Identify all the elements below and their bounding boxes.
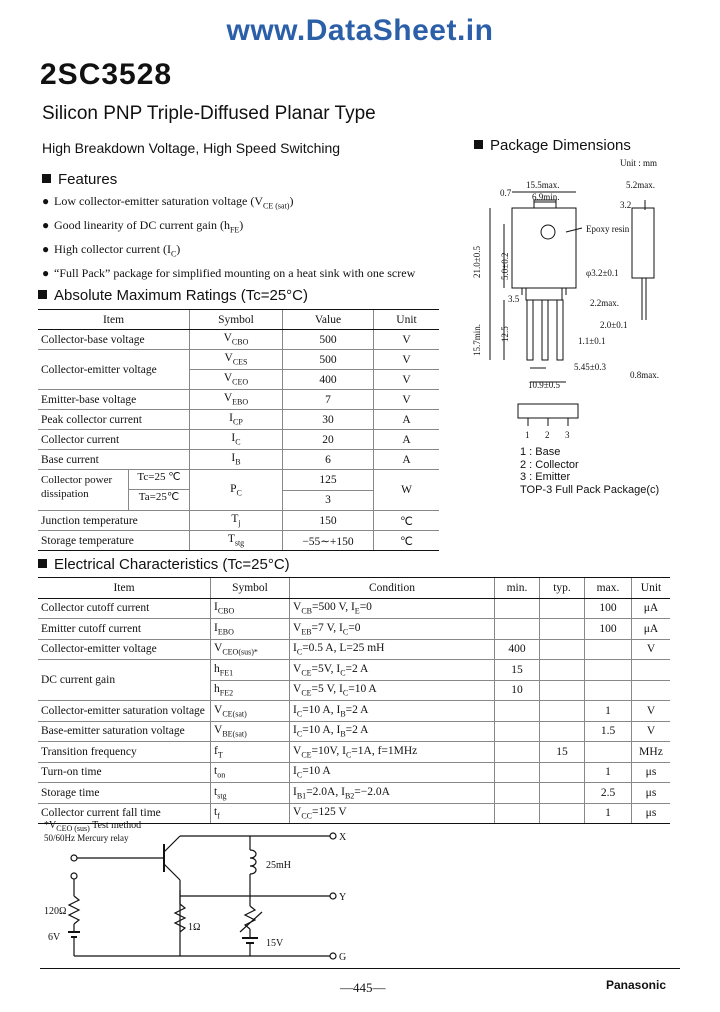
abs-max-table	[38, 309, 439, 551]
dim-15.5: 15.5max.	[526, 180, 560, 190]
feature-item: ● Good linearity of DC current gain $(h_{FE})$	[42, 216, 442, 240]
table-row: $V_{CEO}$ 400 V	[38, 370, 439, 390]
bullet-icon: ●	[42, 194, 50, 208]
dim-3.2: 3.2	[620, 200, 632, 210]
dim-5.0: 5.0±0.2	[500, 252, 510, 280]
package-outline	[490, 192, 654, 426]
test-circuit	[40, 820, 360, 970]
feature-item: ● “Full Pack” package for simplified mounting on a heat sink with one screw	[42, 264, 442, 283]
brand-logo: Panasonic	[606, 978, 667, 992]
bullet-icon: ●	[42, 265, 50, 280]
test-note: $*V_{CEO (sus)}$ Test method	[44, 820, 142, 833]
subtitle: Silicon PNP Triple-Diffused Planar Type	[42, 103, 376, 124]
terminal-y	[330, 893, 336, 899]
part-number: 2SC3528	[40, 58, 173, 91]
square-bullet-icon	[38, 559, 47, 568]
square-bullet-icon	[42, 174, 51, 183]
square-bullet-icon	[474, 140, 483, 149]
features-heading: Features	[42, 171, 117, 188]
table-row: Turn-on time $t_{on}$ $I_C=10$ A 1 μs	[38, 762, 670, 783]
feature-item: ● High collector current $(I_C)$	[42, 240, 442, 264]
pin-1-lead	[527, 300, 533, 360]
table-row: Storage temperature $T_{stg}$ −55∼+150 ℃	[38, 531, 439, 551]
dim-10.9: 10.9±0.5	[528, 380, 560, 390]
page-number: —445—	[340, 980, 386, 995]
terminal-g	[330, 953, 336, 959]
pin-view	[518, 404, 578, 418]
table-row: Collector-base voltage $V_{CBO}$ 500 V	[38, 330, 439, 350]
pin-2-label: 2	[545, 430, 550, 440]
table-row: Emitter cutoff current $I_{EBO}$ $V_{EB}=7$ V, $I_C=0$ 100 μA	[38, 619, 670, 640]
abs-max-heading: Absolute Maximum Ratings (Tc=25°C)	[38, 287, 308, 304]
table-row: 3	[38, 490, 439, 511]
y-label: Y	[339, 892, 347, 903]
r1-label: 120Ω	[44, 906, 67, 917]
dim-0.8: 0.8max.	[630, 370, 659, 380]
dim-0.7: 0.7	[500, 188, 512, 198]
col-unit: Unit	[374, 310, 440, 330]
package-drawing	[470, 170, 685, 450]
feature-item: ● Low collector-emitter saturation voltage $(V_{CE (sat)})$	[42, 192, 442, 216]
hole-dim: φ3.2±0.1	[586, 268, 619, 278]
dim-5.2: 5.2max.	[626, 180, 655, 190]
dim-2.2: 2.2max.	[590, 298, 619, 308]
pin-3-lead	[557, 300, 563, 360]
dim-21.0: 21.0±0.5	[472, 246, 482, 278]
package-heading: Package Dimensions	[474, 137, 631, 154]
bullet-icon: ●	[42, 217, 50, 232]
epoxy-label: Epoxy resin	[586, 224, 630, 234]
table-row: $h_{FE2}$ $V_{CE}=5$ V, $I_C=10$ A 10	[38, 680, 670, 701]
v2-label: 15V	[266, 938, 284, 949]
relay-contact	[71, 873, 77, 879]
elec-heading: Electrical Characteristics (Tc=25°C)	[38, 556, 290, 573]
pin-1-label: 1	[525, 430, 530, 440]
dim-2.0: 2.0±0.1	[600, 320, 628, 330]
dim-1.1: 1.1±0.1	[578, 336, 606, 346]
col-symbol: Symbol	[190, 310, 283, 330]
table-row: Collector current fall time $t_f$ $V_{CC}=125$ V 1 μs	[38, 803, 670, 824]
mounting-hole	[541, 225, 555, 239]
dim-15.7: 15.7min.	[472, 323, 482, 356]
l1-label: 25mH	[266, 860, 291, 871]
dim-5.45: 5.45±0.3	[574, 362, 606, 372]
side-body	[632, 208, 654, 278]
r2-label: 1Ω	[188, 922, 201, 933]
table-row: Base current $I_B$ 6 A	[38, 450, 439, 470]
relay-label: 50/60Hz Mercury relay	[44, 833, 129, 843]
col-value: Value	[283, 310, 374, 330]
elec-table: Item Symbol Condition min. typ. max. Unit Collector cutoff current $I_{CBO}$ $V_{CB}=500$ V, $I_E=0$ 100 μA Emitter cutoff current $I_{EBO}$ $V_{EB}=7$ V, $I_C=0$ 100 μA Collector-emitter voltage $V_{CEO(sus)*}$ $I_C=0.5$ A, L=25 mH 400 V DC current gain $h_{FE1}$ $V_{CE}=5V$, $I_C=2$ A 15 $h_{FE2}$ $V_{CE}=5$ V, $I_C=10$ A 10 Collector-emitter saturation voltage $V_{CE(sat)}$ $I_C=10$ A, $I_B=2$ A 1 V Base-emitter saturation voltage $V_{BE(sat)}$ $I_C=10$ A, $I_B=2$ A 1.5 V Transition frequency $f_T$ $V_{CE}=10V$, $I_C=1A$, f=1MHz 15 MHz Turn-on time $t_{on}$ $I_C=10$ A 1 μs Storage time $t_{stg}$ $I_{B1}=2.0A$, $I_{B2}=-2.0A$ 2.5 μs Collector current fall time $t_f$ $V_{CC}=125$ V 1 μs	[38, 577, 670, 824]
col-item: Item	[38, 310, 190, 330]
table-row: Storage time $t_{stg}$ $I_{B1}=2.0A$, $I_{B2}=-2.0A$ 2.5 μs	[38, 783, 670, 804]
v1-label: 6V	[48, 932, 61, 943]
dim-6.9: 6.9min.	[532, 192, 560, 202]
package-legend: 1 : Base 2 : Collector 3 : Emitter TOP-3 Full Pack Package(c)	[520, 446, 660, 496]
relay-contact	[71, 855, 77, 861]
table-row: Junction temperature $T_j$ 150 ℃	[38, 511, 439, 531]
dim-12.5: 12.5	[500, 326, 510, 342]
table-row: Collector cutoff current $I_{CBO}$ $V_{CB}=500$ V, $I_E=0$ 100 μA	[38, 598, 670, 619]
table-row: Emitter-base voltage $V_{EBO}$ 7 V	[38, 390, 439, 410]
table-row: Collector current $I_C$ 20 A	[38, 430, 439, 450]
x-label: X	[339, 832, 347, 843]
terminal-x	[330, 833, 336, 839]
unit-note: Unit : mm	[620, 158, 658, 168]
square-bullet-icon	[38, 290, 47, 299]
tagline: High Breakdown Voltage, High Speed Switching	[42, 140, 341, 156]
table-row: Peak collector current $I_{CP}$ 30 A	[38, 410, 439, 430]
table-row: Collector-emitter saturation voltage $V_{CE(sat)}$ $I_C=10$ A, $I_B=2$ A 1 V	[38, 701, 670, 722]
table-row: Collector-emitter voltage $V_{CES}$ 500 V	[38, 350, 439, 370]
table-row: Transition frequency $f_T$ $V_{CE}=10V$, $I_C=1A$, f=1MHz 15 MHz	[38, 742, 670, 763]
bullet-icon: ●	[42, 241, 50, 256]
features-list	[42, 192, 442, 282]
table-row: Base-emitter saturation voltage $V_{BE(sat)}$ $I_C=10$ A, $I_B=2$ A 1.5 V	[38, 721, 670, 742]
table-row: Collector power dissipation Tc=25 ℃ Ta=25℃ $P_C$ 125 W	[38, 470, 439, 491]
resistor-120	[69, 896, 79, 924]
table-row: DC current gain $h_{FE1}$ $V_{CE}=5V$, $I_C=2$ A 15	[38, 660, 670, 681]
pin-2-lead	[542, 300, 548, 360]
table-row: Collector-emitter voltage $V_{CEO(sus)*}$ $I_C=0.5$ A, L=25 mH 400 V	[38, 639, 670, 660]
g-label: G	[339, 952, 347, 963]
watermark: www.DataSheet.in	[226, 14, 494, 47]
dim-3.5: 3.5	[508, 294, 520, 304]
pin-3-label: 3	[565, 430, 570, 440]
package-body	[512, 208, 576, 288]
inductor-25mh	[250, 850, 256, 874]
footer-rule	[40, 968, 680, 969]
